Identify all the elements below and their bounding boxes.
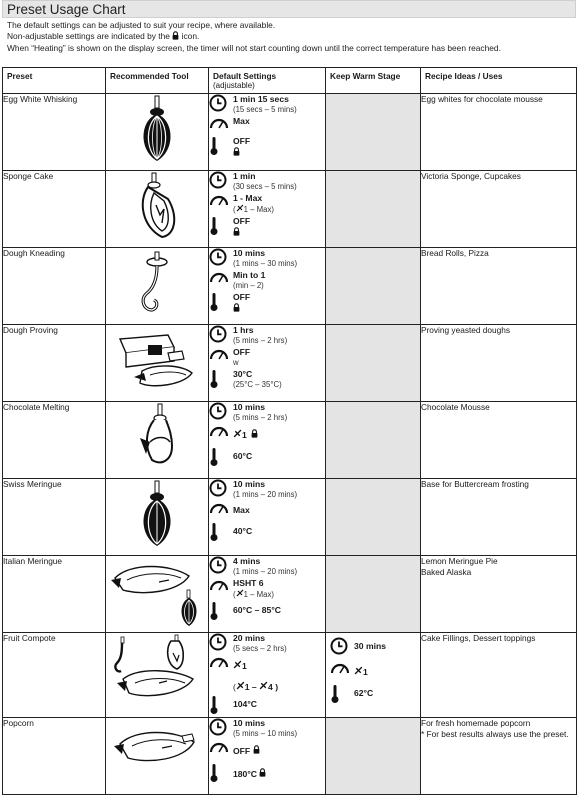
timer-icon [209,479,233,497]
speed-gauge-icon [209,424,233,438]
title-bar [2,0,576,18]
intro-text [7,20,572,55]
keep-warm-cell [326,718,421,795]
header-ideas: Recipe Ideas / Uses [421,68,577,94]
default-settings: 1 min (30 secs – 5 mins) 1 - Max ( 1 – Max) OFF [209,171,326,248]
recipe-ideas: For fresh homemade popcorn * For best results always use the preset. [421,718,577,795]
preset-name: Dough Proving [3,325,106,402]
proving-lid-tool-image [106,325,209,402]
fold-speed-icon [236,205,244,214]
thermometer-icon [330,684,354,704]
lock-icon [172,31,179,43]
hook-beater-scraper-icon [109,633,205,707]
timer-icon [209,325,233,343]
timer-icon [209,248,233,266]
speed-gauge-icon [209,740,233,754]
timer-icon [209,633,233,651]
speed-gauge-icon [209,193,233,207]
preset-name: Swiss Meringue [3,479,106,556]
table-row [3,325,577,402]
table-row [3,479,577,556]
speed-gauge-icon [209,270,233,284]
timer-icon [209,171,233,189]
speed-gauge-icon [209,347,233,361]
thermometer-icon [209,601,233,621]
table-row [3,633,577,718]
lock-icon [253,746,260,756]
speed-gauge-icon [209,655,233,669]
preset-name: Italian Meringue [3,556,106,633]
fold-speed-icon [233,661,242,671]
header-settings: Default Settings (adjustable) [209,68,326,94]
speed-gauge-icon [330,661,354,675]
page-title: Preset Usage Chart [7,2,126,17]
keep-warm-cell: 30 mins 1 62°C [326,633,421,718]
keep-warm-cell [326,248,421,325]
preset-name: Fruit Compote [3,633,106,718]
thermometer-icon [209,447,233,467]
flat-beater-icon [132,171,182,241]
whisk-tool-image [106,94,209,171]
thermometer-icon [209,763,233,783]
table-header-row [3,68,577,94]
fold-speed-icon [236,682,245,692]
keep-warm-cell [326,325,421,402]
folding-beater-icon [132,402,182,472]
speed-gauge-icon [209,501,233,515]
scraper-and-whisk-icon [109,556,205,628]
table-row [3,171,577,248]
lock-icon [259,769,266,779]
timer-icon [209,94,233,112]
keep-warm-cell [326,171,421,248]
lock-icon [233,148,240,158]
beater-tool-image [106,171,209,248]
timer-icon [209,718,233,736]
default-settings: 10 mins (1 mins – 20 mins) Max 40°C [209,479,326,556]
fold-speed-icon [259,682,268,692]
thermometer-icon [209,695,233,715]
default-settings: 20 mins (5 secs – 2 hrs) 1 ( 1 – 4 ) 104°C [209,633,326,718]
fold-speed-icon [354,667,363,677]
keep-warm-cell [326,402,421,479]
scraper-tool-image [106,718,209,795]
intro-line-1: The default settings can be adjusted to suit your recipe, where available. [7,20,276,30]
speed-gauge-icon [209,116,233,130]
keep-warm-cell [326,556,421,633]
default-settings: 10 mins (1 mins – 30 mins) Min to 1 (min – 2) OFF [209,248,326,325]
recipe-ideas: Proving yeasted doughs [421,325,577,402]
preset-name: Chocolate Melting [3,402,106,479]
lock-icon [251,430,258,440]
thermometer-icon [209,216,233,236]
dough-hook-tool-image [106,248,209,325]
speed-gauge-icon [209,578,233,592]
fold-speed-icon [233,430,242,440]
lock-icon [233,228,240,238]
table-row [3,556,577,633]
whisk-tool-image [106,479,209,556]
preset-name: Egg White Whisking [3,94,106,171]
default-settings: 1 min 15 secs (15 secs – 5 mins) Max OFF [209,94,326,171]
preset-name: Sponge Cake [3,171,106,248]
table-row [3,248,577,325]
default-settings: 1 hrs (5 mins – 2 hrs) OFF w 30°C (25°C – 35°C) [209,325,326,402]
recipe-ideas: Egg whites for chocolate mousse [421,94,577,171]
folding-tool-image [106,402,209,479]
keep-warm-cell [326,479,421,556]
timer-icon [209,556,233,574]
whisk-icon [132,479,182,549]
recipe-ideas: Bread Rolls, Pizza [421,248,577,325]
default-settings: 10 mins (5 mins – 2 hrs) 1 60°C [209,402,326,479]
dough-hook-icon [132,248,182,318]
keep-warm-cell [326,94,421,171]
intro-line-3: When “Heating” is shown on the display screen, the timer will not start counting down until the correct temperature has been reached. [7,43,501,54]
recipe-ideas: Base for Buttercream frosting [421,479,577,556]
table-row [3,94,577,171]
preset-name: Dough Kneading [3,248,106,325]
intro-line-2: Non-adjustable settings are indicated by the icon. [7,31,572,43]
thermometer-icon [209,369,233,389]
table-row [3,402,577,479]
timer-icon [209,402,233,420]
thermometer-icon [209,522,233,542]
recipe-ideas: Victoria Sponge, Cupcakes [421,171,577,248]
recipe-ideas: Chocolate Mousse [421,402,577,479]
lock-icon [233,304,240,314]
recipe-ideas: Cake Fillings, Dessert toppings [421,633,577,718]
table-row [3,718,577,795]
default-settings: 4 mins (1 mins – 20 mins) HSHT 6 ( 1 – Max) 60°C – 85°C [209,556,326,633]
default-settings: 10 mins (5 mins – 10 mins) OFF 180°C [209,718,326,795]
fold-speed-icon [236,590,244,599]
recipe-note: * For best results always use the preset. [421,728,569,739]
timer-icon [330,637,354,655]
splash-guard-and-scraper-icon [112,325,202,395]
thermometer-icon [209,136,233,156]
header-keep-warm: Keep Warm Stage [326,68,421,94]
scraper-icon [112,718,202,778]
header-preset: Preset [3,68,106,94]
preset-table [2,67,577,795]
recipe-ideas: Lemon Meringue Pie Baked Alaska [421,556,577,633]
whisk-icon [132,94,182,164]
header-tool: Recommended Tool [106,68,209,94]
scraper-and-whisk-tool-image [106,556,209,633]
preset-name: Popcorn [3,718,106,795]
thermometer-icon [209,292,233,312]
hook-beater-scraper-tool-image [106,633,209,718]
